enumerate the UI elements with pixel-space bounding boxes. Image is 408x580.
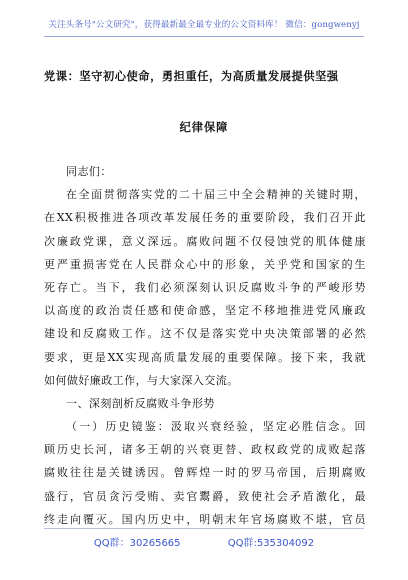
section-heading: 一、深刻剖析反腐败斗争形势 (66, 396, 215, 410)
paragraph-line: （一）历史镜鉴：汲取兴衰经验，坚定必胜信念。回 (66, 420, 366, 434)
paragraph-line: 在全面贯彻落实党的二十届三中全会精神的关键时期， (66, 188, 366, 202)
footer (0, 534, 408, 549)
paragraph-line: 次廉政党课，意义深远。腐败问题不仅侵蚀党的肌体健康 (44, 234, 366, 248)
salutation: 同志们： (66, 165, 112, 178)
paragraph-line: 顾历史长河，诸多王朝的兴衰更替、政权政党的成败起落 (44, 443, 366, 457)
header-divider (44, 36, 364, 37)
document-title-continuation: 纪律保障 (179, 120, 229, 134)
paragraph-line: 以高度的政治责任感和使命感，坚定不移地推进党风廉政 (44, 304, 366, 318)
footer-divider (44, 528, 364, 529)
document-body (44, 160, 366, 531)
document-title: 党课：坚守初心使命，勇担重任，为高质量发展提供坚强 (44, 69, 339, 83)
footer-qq-group-2: QQ群:535304092 (227, 538, 315, 549)
paragraph-line: 腐败往往是关键诱因。曾辉煌一时的罗马帝国，后期腐败 (44, 466, 366, 480)
paragraph-line: 终走向覆灭。国内历史中，明朝末年官场腐败不堪，官员 (44, 512, 366, 526)
paragraph-line: 要求，更是XX实现高质量发展的重要保障。接下来，我就 (44, 350, 366, 364)
paragraph-line: 更严重损害党在人民群众心中的形象，关乎党和国家的生 (44, 257, 366, 271)
paragraph-line: 死存亡。当下，我们必须深刻认识反腐败斗争的严峻形势 (44, 280, 366, 294)
paragraph-line: 如何做好廉政工作，与大家深入交流。 (44, 373, 239, 387)
footer-qq-group-1: QQ群：30265665 (93, 538, 181, 549)
paragraph-line: 建设和反腐败工作。这不仅是落实党中央决策部署的必然 (44, 327, 366, 341)
header-note: 关注头条号"公文研究"，获得最新最全最专业的公文资料库！ 微信：gongwenyj (48, 20, 360, 30)
paragraph-line: 盛行，官员贪污受贿、卖官鬻爵，致使社会矛盾激化，最 (44, 489, 366, 503)
paragraph-line: 在XX积极推进各项改革发展任务的重要阶段，我们召开此 (44, 211, 366, 225)
